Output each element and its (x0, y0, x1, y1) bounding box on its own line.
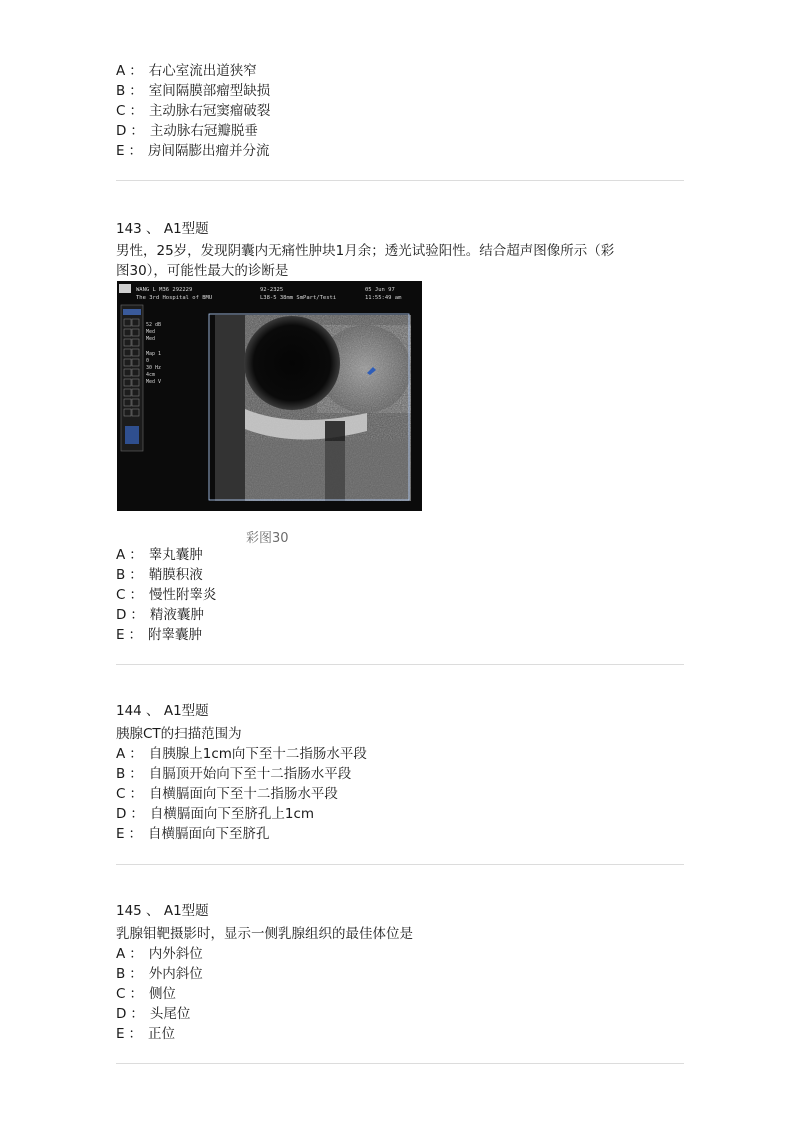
svg-text:30 Hz: 30 Hz (146, 365, 162, 371)
q143-option-c: C ： 慢性附睾炎 (116, 587, 217, 603)
question-number: 144 、 A1型题 (116, 703, 209, 719)
q145-option-a: A ： 内外斜位 (116, 946, 203, 962)
q144-option-c: C ： 自横膈面向下至十二指肠水平段 (116, 786, 338, 802)
q143-option-a: A ： 睾丸囊肿 (116, 547, 203, 563)
q143-option-e: E ： 附睾囊肿 (116, 627, 203, 643)
q144-option-e: E ： 自横膈面向下至脐孔 (116, 826, 270, 842)
option-text: 自膈顶开始向下至十二指肠水平段 (148, 766, 352, 782)
option-text: 睾丸囊肿 (148, 547, 203, 563)
option-text: 内外斜位 (148, 946, 203, 962)
option-text: 慢性附睾炎 (148, 587, 217, 603)
figure-caption: 彩图30 (246, 531, 289, 546)
svg-text:Med V: Med V (146, 379, 162, 385)
svg-text:52 dB: 52 dB (146, 322, 162, 328)
option-text: 主动脉右冠瓣脱垂 (149, 123, 258, 139)
option-text: 外内斜位 (148, 966, 203, 982)
divider (116, 180, 684, 181)
question-stem: 胰腺CT的扫描范围为 (116, 726, 242, 742)
option-text: 自横膈面向下至脐孔上1cm (149, 806, 315, 822)
question-stem: 乳腺钼靶摄影时，显示一侧乳腺组织的最佳体位是 (116, 926, 413, 942)
option-text: 自横膈面向下至脐孔 (148, 826, 270, 842)
option-text: 右心室流出道狭窄 (148, 63, 257, 79)
ultrasound-image (117, 281, 422, 511)
q144-option-d: D ： 自横膈面向下至脐孔上1cm (116, 806, 315, 822)
q144-option-b: B ： 自膈顶开始向下至十二指肠水平段 (116, 766, 352, 782)
svg-text:0: 0 (146, 358, 150, 364)
q142-option-a: A ： 右心室流出道狭窄 (116, 63, 257, 79)
option-text: 附睾囊肿 (148, 627, 203, 643)
q142-option-e: E ： 房间隔膨出瘤并分流 (116, 143, 270, 159)
question-number: 145 、 A1型题 (116, 903, 209, 919)
q143-option-b: B ： 鞘膜积液 (116, 567, 203, 583)
q145-option-c: C ： 侧位 (116, 986, 176, 1002)
option-text: 房间隔膨出瘤并分流 (148, 143, 270, 159)
q145-option-d: D ： 头尾位 (116, 1006, 191, 1022)
option-text: 自胰腺上1cm向下至十二指肠水平段 (148, 746, 367, 762)
svg-text:Med: Med (146, 329, 156, 335)
option-text: 鞘膜积液 (148, 567, 203, 583)
question-stem: 男性，25岁，发现阴囊内无痛性肿块1月余；透光试验阳性。结合超声图像所示（彩 (116, 243, 615, 259)
svg-text:05 Jun 97: 05 Jun 97 (365, 287, 395, 293)
svg-text:11:55:49 am: 11:55:49 am (365, 295, 402, 301)
q144-option-a: A ： 自胰腺上1cm向下至十二指肠水平段 (116, 746, 367, 762)
divider (116, 1063, 684, 1064)
svg-text:92-2325: 92-2325 (260, 287, 284, 293)
q142-option-b: B ： 室间隔膜部瘤型缺损 (116, 83, 271, 99)
question-stem-continued: 图30），可能性最大的诊断是 (116, 263, 289, 279)
option-text: 自横膈面向下至十二指肠水平段 (148, 786, 338, 802)
question-number: 143 、 A1型题 (116, 221, 209, 237)
option-text: 室间隔膜部瘤型缺损 (148, 83, 271, 99)
option-text: 头尾位 (149, 1006, 191, 1022)
q142-option-c: C ： 主动脉右冠窦瘤破裂 (116, 103, 271, 119)
svg-text:Med: Med (146, 336, 156, 342)
q142-option-d: D ： 主动脉右冠瓣脱垂 (116, 123, 258, 139)
divider (116, 864, 684, 865)
option-text: 主动脉右冠窦瘤破裂 (148, 103, 271, 119)
divider (116, 664, 684, 665)
option-text: 精液囊肿 (149, 607, 204, 623)
svg-text:WANG L M36 292229: WANG L M36 292229 (136, 287, 193, 293)
q145-option-b: B ： 外内斜位 (116, 966, 203, 982)
option-text: 侧位 (148, 986, 176, 1002)
svg-text:The 3rd Hospital of BMU: The 3rd Hospital of BMU (136, 295, 213, 301)
ultrasound-graphic (117, 281, 422, 511)
svg-text:4cm: 4cm (146, 372, 156, 378)
q145-option-e: E ： 正位 (116, 1026, 176, 1042)
option-text: 正位 (148, 1026, 176, 1042)
svg-text:Map 1: Map 1 (146, 351, 162, 357)
svg-text:L38-5 38mm SmPart/Testi: L38-5 38mm SmPart/Testi (260, 295, 337, 301)
q143-option-d: D ： 精液囊肿 (116, 607, 204, 623)
